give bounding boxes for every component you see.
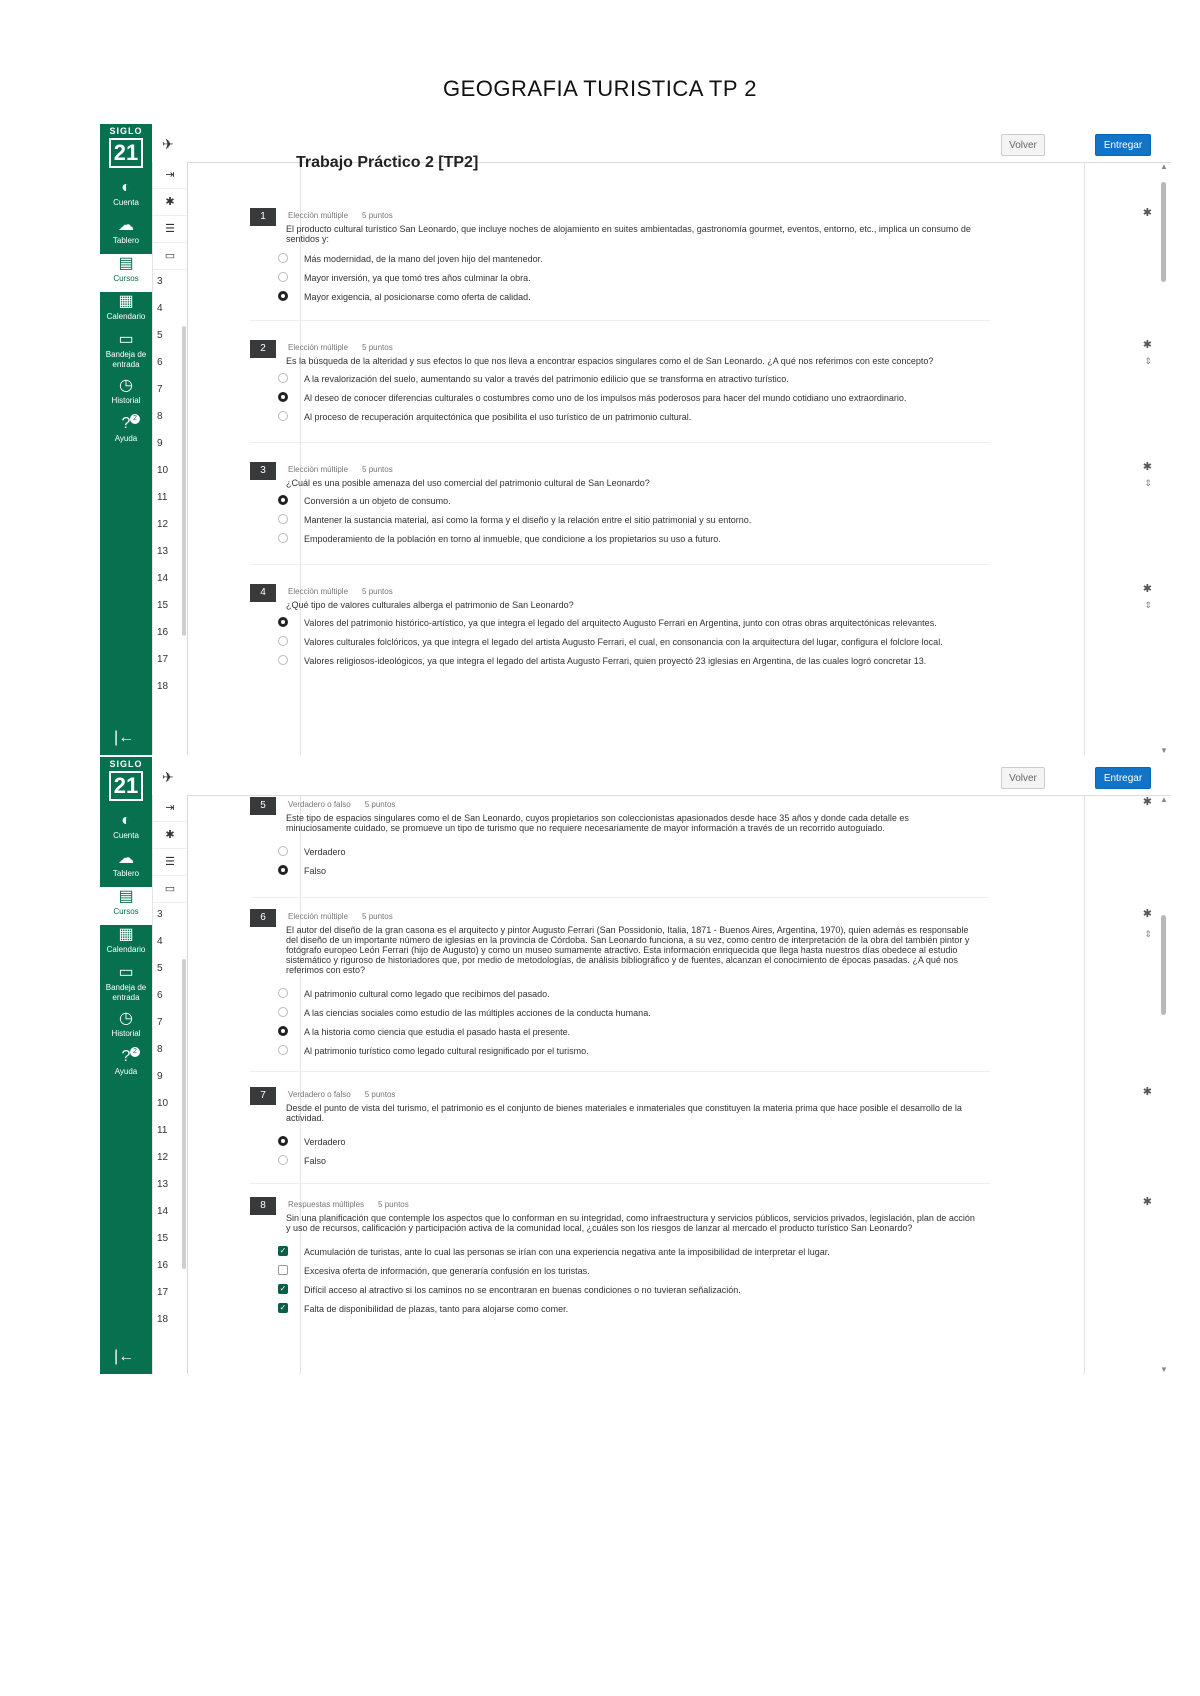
comment-tool-icon[interactable]: ▭ bbox=[153, 876, 187, 903]
radio-button[interactable] bbox=[278, 636, 288, 646]
siglo21-logo[interactable]: SIGLO 21 bbox=[102, 126, 150, 176]
answer-option[interactable]: Al deseo de conocer diferencias culturales o costumbres como uno de los impulsos más poderosos para hacer del mundo cotidiano uno extraordinario. bbox=[278, 391, 978, 405]
question-meta: Verdadero o falso 5 puntos bbox=[288, 800, 396, 809]
question-nav-8[interactable]: 8 bbox=[157, 1044, 163, 1055]
question-stem: ¿Qué tipo de valores culturales alberga el patrimonio de San Leonardo? bbox=[286, 600, 574, 610]
divider bbox=[250, 564, 990, 565]
answer-option[interactable]: A la historia como ciencia que estudia el pasado hasta el presente. bbox=[278, 1025, 978, 1039]
nav-dashboard[interactable]: ☁ Tablero bbox=[100, 849, 152, 887]
radio-button-selected[interactable] bbox=[278, 495, 288, 505]
reorder-icon[interactable]: ⇕ bbox=[1144, 478, 1152, 488]
question-nav-9[interactable]: 9 bbox=[157, 1071, 163, 1082]
question-6 bbox=[250, 909, 1170, 1079]
courses-icon: ▤ bbox=[118, 888, 134, 905]
radio-button-selected[interactable] bbox=[278, 1026, 288, 1036]
radio-button[interactable] bbox=[278, 411, 288, 421]
answer-option[interactable]: ✓ Difícil acceso al atractivo si los caminos no se encontraran en buenas condiciones o no tuvieran señalización. bbox=[279, 1284, 741, 1295]
question-meta: Verdadero o falso 5 puntos bbox=[288, 1090, 396, 1099]
pin-tool-icon[interactable]: ✱ bbox=[153, 189, 187, 216]
siglo21-logo[interactable]: SIGLO 21 bbox=[102, 759, 150, 809]
question-nav-5[interactable]: 5 bbox=[157, 963, 163, 974]
question-nav-scrollbar[interactable] bbox=[182, 326, 186, 636]
question-nav-14[interactable]: 14 bbox=[157, 1206, 169, 1217]
answer-option[interactable]: Al patrimonio cultural como legado que recibimos del pasado. bbox=[278, 987, 978, 1001]
scroll-up-icon[interactable]: ▲ bbox=[1160, 795, 1168, 804]
courses-icon: ▤ bbox=[118, 255, 134, 272]
nav-inbox[interactable]: ▭ Bandeja de entrada bbox=[100, 330, 152, 374]
radio-button[interactable] bbox=[278, 272, 288, 282]
question-nav-6[interactable]: 6 bbox=[157, 990, 163, 1001]
question-nav-17[interactable]: 17 bbox=[157, 1287, 169, 1298]
question-nav-10[interactable]: 10 bbox=[157, 1098, 169, 1109]
rocket-icon[interactable]: ✈ bbox=[162, 136, 174, 152]
answer-option[interactable]: Valores culturales folclóricos, ya que integra el legado del artista Augusto Ferrari, el cual, en consonancia con la arquitectura del lugar, configura el folclore local. bbox=[278, 635, 978, 649]
question-nav-7[interactable]: 7 bbox=[157, 1017, 163, 1028]
question-stem: Es la búsqueda de la alteridad y sus efectos lo que nos lleva a encontrar espacios singulares como el de San Leonardo. ¿A qué nos referimos con este concepto? bbox=[286, 356, 934, 366]
answer-option[interactable]: Empoderamiento de la población en torno al inmueble, que condicione a los propietarios su uso a futuro. bbox=[278, 532, 978, 546]
nav-history[interactable]: ◷ Historial bbox=[100, 1009, 152, 1047]
flag-question-icon[interactable]: ✱ bbox=[1142, 908, 1152, 920]
flag-question-icon[interactable]: ✱ bbox=[1142, 207, 1152, 219]
help-icon: ? bbox=[121, 1048, 131, 1065]
radio-button-selected[interactable] bbox=[278, 291, 288, 301]
question-nav-16[interactable]: 16 bbox=[157, 1260, 169, 1271]
nav-courses[interactable]: ▤ Cursos bbox=[100, 887, 152, 925]
history-icon: ◷ bbox=[119, 1010, 133, 1027]
radio-button-selected[interactable] bbox=[278, 617, 288, 627]
question-nav-8[interactable]: 8 bbox=[157, 411, 163, 422]
nav-account[interactable]: ◐ Cuenta bbox=[100, 178, 152, 216]
nav-inbox[interactable]: ▭ Bandeja de entrada bbox=[100, 963, 152, 1007]
question-5 bbox=[250, 797, 1170, 907]
question-nav-11[interactable]: 11 bbox=[157, 492, 168, 503]
checkbox[interactable] bbox=[278, 1265, 288, 1275]
pin-tool-icon[interactable]: ✱ bbox=[153, 822, 187, 849]
divider bbox=[250, 442, 990, 443]
answer-option[interactable]: Más modernidad, de la mano del joven hijo del mantenedor. bbox=[278, 252, 978, 266]
checkbox-checked[interactable]: ✓ bbox=[279, 1284, 287, 1293]
list-tool-icon[interactable]: ☰ bbox=[153, 216, 187, 243]
question-nav-3[interactable]: 3 bbox=[157, 909, 163, 920]
answer-option[interactable]: Falso bbox=[278, 1154, 978, 1168]
account-icon: ◐ bbox=[121, 179, 131, 196]
reorder-icon[interactable]: ⇕ bbox=[1144, 356, 1152, 366]
question-nav-9[interactable]: 9 bbox=[157, 438, 163, 449]
question-stem: Desde el punto de vista del turismo, el patrimonio es el conjunto de bienes materiales e inmateriales que constituyen la materia prima que hace posible el desarrollo de la actividad. bbox=[286, 1103, 962, 1123]
question-navigator bbox=[152, 162, 188, 755]
flag-question-icon[interactable]: ✱ bbox=[1142, 796, 1152, 808]
divider bbox=[250, 1183, 990, 1184]
question-nav-17[interactable]: 17 bbox=[157, 654, 169, 665]
question-stem: Sin una planificación que contemple los aspectos que lo conforman en su integridad, como infraestructura y servicios públicos, servicios privados, legislación, plan de acción y uso de recursos, calificación y participación activa de la comunidad local, ¿cuáles son los riesgos de lanzar al mercado el producto turístico San Leonardo? bbox=[286, 1213, 975, 1233]
answer-option[interactable]: Mantener la sustancia material, así como la forma y el diseño y la relación entre el sitio patrimonial y su entorno. bbox=[278, 513, 978, 527]
radio-button[interactable] bbox=[278, 655, 288, 665]
radio-button[interactable] bbox=[278, 1045, 288, 1055]
submit-button[interactable]: Entregar bbox=[1095, 134, 1151, 156]
question-nav-11[interactable]: 11 bbox=[157, 1125, 168, 1136]
comment-tool-icon[interactable]: ▭ bbox=[153, 243, 187, 270]
flag-question-icon[interactable]: ✱ bbox=[1142, 461, 1152, 473]
flag-question-icon[interactable]: ✱ bbox=[1142, 1196, 1152, 1208]
back-button[interactable]: Volver bbox=[1001, 767, 1045, 789]
top-bar bbox=[186, 757, 1171, 796]
nav-help[interactable]: ? 2 Ayuda bbox=[100, 1047, 152, 1085]
scroll-down-icon[interactable]: ▼ bbox=[1160, 1365, 1168, 1374]
radio-button[interactable] bbox=[278, 533, 288, 543]
checkbox-checked[interactable]: ✓ bbox=[279, 1303, 287, 1312]
question-nav-12[interactable]: 12 bbox=[157, 519, 169, 530]
nav-account[interactable]: ◐ Cuenta bbox=[100, 811, 152, 849]
document-title: GEOGRAFIA TURISTICA TP 2 bbox=[443, 76, 757, 101]
answer-option[interactable]: ✓ Acumulación de turistas, ante lo cual las personas se irían con una experiencia negativa ante la imposibilidad de interpretar el lugar. bbox=[279, 1246, 830, 1257]
answer-option[interactable]: Al patrimonio turístico como legado cultural resignificado por el turismo. bbox=[278, 1044, 978, 1058]
question-nav-18[interactable]: 18 bbox=[157, 1314, 169, 1325]
question-nav-7[interactable]: 7 bbox=[157, 384, 163, 395]
question-meta: Elección múltiple 5 puntos bbox=[288, 343, 393, 352]
question-nav-4[interactable]: 4 bbox=[157, 936, 163, 947]
divider bbox=[250, 897, 990, 898]
divider bbox=[250, 320, 990, 321]
answer-option[interactable]: Mayor inversión, ya que tomó tres años culminar la obra. bbox=[278, 271, 978, 285]
question-number: 5 bbox=[250, 797, 276, 815]
scroll-up-icon[interactable]: ▲ bbox=[1160, 162, 1168, 171]
inbox-icon: ▭ bbox=[118, 331, 134, 348]
question-number: 1 bbox=[250, 208, 276, 226]
answer-option[interactable]: Valores del patrimonio histórico-artístico, ya que integra el legado del arquitecto Augusto Ferrari en Argentina, junto con otras obras arquitectónicas relevantes. bbox=[278, 616, 978, 630]
radio-button[interactable] bbox=[278, 1007, 288, 1017]
submit-button[interactable]: Entregar bbox=[1095, 767, 1151, 789]
calendar-icon: ▦ bbox=[118, 293, 134, 310]
question-nav-16[interactable]: 16 bbox=[157, 627, 169, 638]
collapse-nav-icon[interactable]: |← bbox=[114, 729, 135, 746]
back-button[interactable]: Volver bbox=[1001, 134, 1045, 156]
dashboard-icon: ☁ bbox=[118, 850, 134, 867]
answer-option[interactable]: Conversión a un objeto de consumo. bbox=[278, 494, 978, 508]
answer-option[interactable]: Falso bbox=[278, 864, 978, 878]
question-nav-6[interactable]: 6 bbox=[157, 357, 163, 368]
question-8 bbox=[250, 1197, 1170, 1357]
radio-button-selected[interactable] bbox=[278, 865, 288, 875]
radio-button[interactable] bbox=[278, 514, 288, 524]
nav-calendar[interactable]: ▦ Calendario bbox=[100, 925, 152, 963]
list-tool-icon[interactable]: ☰ bbox=[153, 849, 187, 876]
dashboard-icon: ☁ bbox=[118, 217, 134, 234]
question-nav-12[interactable]: 12 bbox=[157, 1152, 169, 1163]
radio-button[interactable] bbox=[278, 988, 288, 998]
question-1 bbox=[250, 208, 1170, 328]
question-number: 4 bbox=[250, 584, 276, 602]
nav-history[interactable]: ◷ Historial bbox=[100, 376, 152, 414]
history-icon: ◷ bbox=[119, 377, 133, 394]
radio-button-selected[interactable] bbox=[278, 1136, 288, 1146]
nav-help[interactable]: ? 2 Ayuda bbox=[100, 414, 152, 452]
question-stem: El autor del diseño de la gran casona es el arquitecto y pintor Augusto Ferrari (San Possidonio, Italia, 1871 - Buenos Aires, Argentina, 1970), quien además es responsable del diseño de un importante número de iglesias en la provincia de Córdoba. San Leonardo funciona, a su vez, como centro de interpretación de la obra del también pintor y fotógrafo europeo León Ferrari (hijo de Augusto) y como un museo sumamente atractivo. Esta información enriquecida que llega hasta nuestros días obedece al estudio sistemático y riguroso de historiadores que, por medio de metodologías, de análisis bibliográfico y de fuentes, alcanzan el conocimiento de épocas pasadas. ¿A qué nos referimos con esto? bbox=[286, 925, 970, 975]
reorder-icon[interactable]: ⇕ bbox=[1144, 600, 1152, 610]
radio-button[interactable] bbox=[278, 373, 288, 383]
question-nav-18[interactable]: 18 bbox=[157, 681, 169, 692]
question-4 bbox=[250, 584, 1170, 704]
answer-option[interactable]: Verdadero bbox=[278, 845, 978, 859]
expand-panel-icon[interactable]: ⇥ bbox=[153, 795, 187, 822]
question-meta: Respuestas múltiples 5 puntos bbox=[288, 1200, 409, 1209]
question-meta: Elección múltiple 5 puntos bbox=[288, 465, 393, 474]
account-icon: ◐ bbox=[121, 812, 131, 829]
global-navigation bbox=[100, 757, 152, 1374]
answer-option[interactable]: A la revalorización del suelo, aumentando su valor a través del patrimonio edilicio que se transforma en atractivo turístico. bbox=[278, 372, 978, 386]
answer-option[interactable]: Verdadero bbox=[278, 1135, 978, 1149]
help-badge: 2 bbox=[130, 1047, 140, 1057]
radio-button[interactable] bbox=[278, 846, 288, 856]
answer-option[interactable]: Valores religiosos-ideológicos, ya que integra el legado del artista Augusto Ferrari, quien proyectó 23 iglesias en Argentina, de las cuales logró concretar 13. bbox=[278, 654, 978, 668]
question-meta: Elección múltiple 5 puntos bbox=[288, 587, 393, 596]
question-nav-15[interactable]: 15 bbox=[157, 600, 169, 611]
question-number: 2 bbox=[250, 340, 276, 358]
question-number: 6 bbox=[250, 909, 276, 927]
inbox-icon: ▭ bbox=[118, 964, 134, 981]
answer-option[interactable]: Excesiva oferta de información, que generaría confusión en los turistas. bbox=[278, 1264, 978, 1278]
question-nav-5[interactable]: 5 bbox=[157, 330, 163, 341]
flag-question-icon[interactable]: ✱ bbox=[1142, 339, 1152, 351]
help-badge: 2 bbox=[130, 414, 140, 424]
question-stem: ¿Cuál es una posible amenaza del uso comercial del patrimonio cultural de San Leonardo? bbox=[286, 478, 650, 488]
flag-question-icon[interactable]: ✱ bbox=[1142, 1086, 1152, 1098]
question-nav-10[interactable]: 10 bbox=[157, 465, 169, 476]
question-nav-3[interactable]: 3 bbox=[157, 276, 163, 287]
question-stem: Este tipo de espacios singulares como el de San Leonardo, cuyos propietarios son coleccionistas apasionados desde hace 35 años y donde cada detalle es minuciosamente cuidado, se promueve un tipo de turismo que no requiere necesariamente de mayor información a través de un recorrido autoguiado. bbox=[286, 813, 909, 833]
scroll-down-icon[interactable]: ▼ bbox=[1160, 746, 1168, 755]
reorder-icon[interactable]: ⇕ bbox=[1144, 929, 1152, 939]
question-2 bbox=[250, 340, 1170, 460]
question-number: 7 bbox=[250, 1087, 276, 1105]
question-navigator bbox=[152, 795, 188, 1374]
answer-option[interactable]: A las ciencias sociales como estudio de las múltiples acciones de la conducta humana. bbox=[278, 1006, 978, 1020]
question-number: 3 bbox=[250, 462, 276, 480]
rocket-icon[interactable]: ✈ bbox=[162, 769, 174, 785]
nav-courses[interactable]: ▤ Cursos bbox=[100, 254, 152, 292]
radio-button[interactable] bbox=[278, 1155, 288, 1165]
question-stem: El producto cultural turístico San Leonardo, que incluye noches de alojamiento en suites ambientadas, gastronomía gourmet, eventos, entorno, etc., implica un consumo de sentidos y: bbox=[286, 224, 971, 244]
calendar-icon: ▦ bbox=[118, 926, 134, 943]
radio-button[interactable] bbox=[278, 253, 288, 263]
question-meta: Elección múltiple 5 puntos bbox=[288, 211, 393, 220]
answer-option[interactable]: Al proceso de recuperación arquitectónica que posibilita el uso turístico de un patrimonio cultural. bbox=[278, 410, 978, 424]
question-number: 8 bbox=[250, 1197, 276, 1215]
help-icon: ? bbox=[121, 415, 131, 432]
question-nav-15[interactable]: 15 bbox=[157, 1233, 169, 1244]
question-meta: Elección múltiple 5 puntos bbox=[288, 912, 393, 921]
question-3 bbox=[250, 462, 1170, 582]
nav-dashboard[interactable]: ☁ Tablero bbox=[100, 216, 152, 254]
question-nav-13[interactable]: 13 bbox=[157, 546, 169, 557]
screenshot-2 bbox=[100, 757, 1171, 1374]
question-nav-4[interactable]: 4 bbox=[157, 303, 163, 314]
radio-button-selected[interactable] bbox=[278, 392, 288, 402]
question-7 bbox=[250, 1087, 1170, 1187]
page-title: Trabajo Práctico 2 [TP2] bbox=[296, 154, 479, 171]
nav-calendar[interactable]: ▦ Calendario bbox=[100, 292, 152, 330]
question-nav-13[interactable]: 13 bbox=[157, 1179, 169, 1190]
answer-option[interactable]: Mayor exigencia, al posicionarse como oferta de calidad. bbox=[278, 290, 978, 304]
question-nav-14[interactable]: 14 bbox=[157, 573, 169, 584]
flag-question-icon[interactable]: ✱ bbox=[1142, 583, 1152, 595]
global-navigation bbox=[100, 124, 152, 755]
expand-panel-icon[interactable]: ⇥ bbox=[153, 162, 187, 189]
collapse-nav-icon[interactable]: |← bbox=[114, 1348, 135, 1365]
checkbox-checked[interactable]: ✓ bbox=[279, 1246, 287, 1255]
divider bbox=[250, 1071, 990, 1072]
screenshot-1 bbox=[100, 124, 1171, 755]
answer-option[interactable]: ✓ Falta de disponibilidad de plazas, tanto para alojarse como comer. bbox=[279, 1303, 569, 1314]
question-nav-scrollbar[interactable] bbox=[182, 959, 186, 1269]
